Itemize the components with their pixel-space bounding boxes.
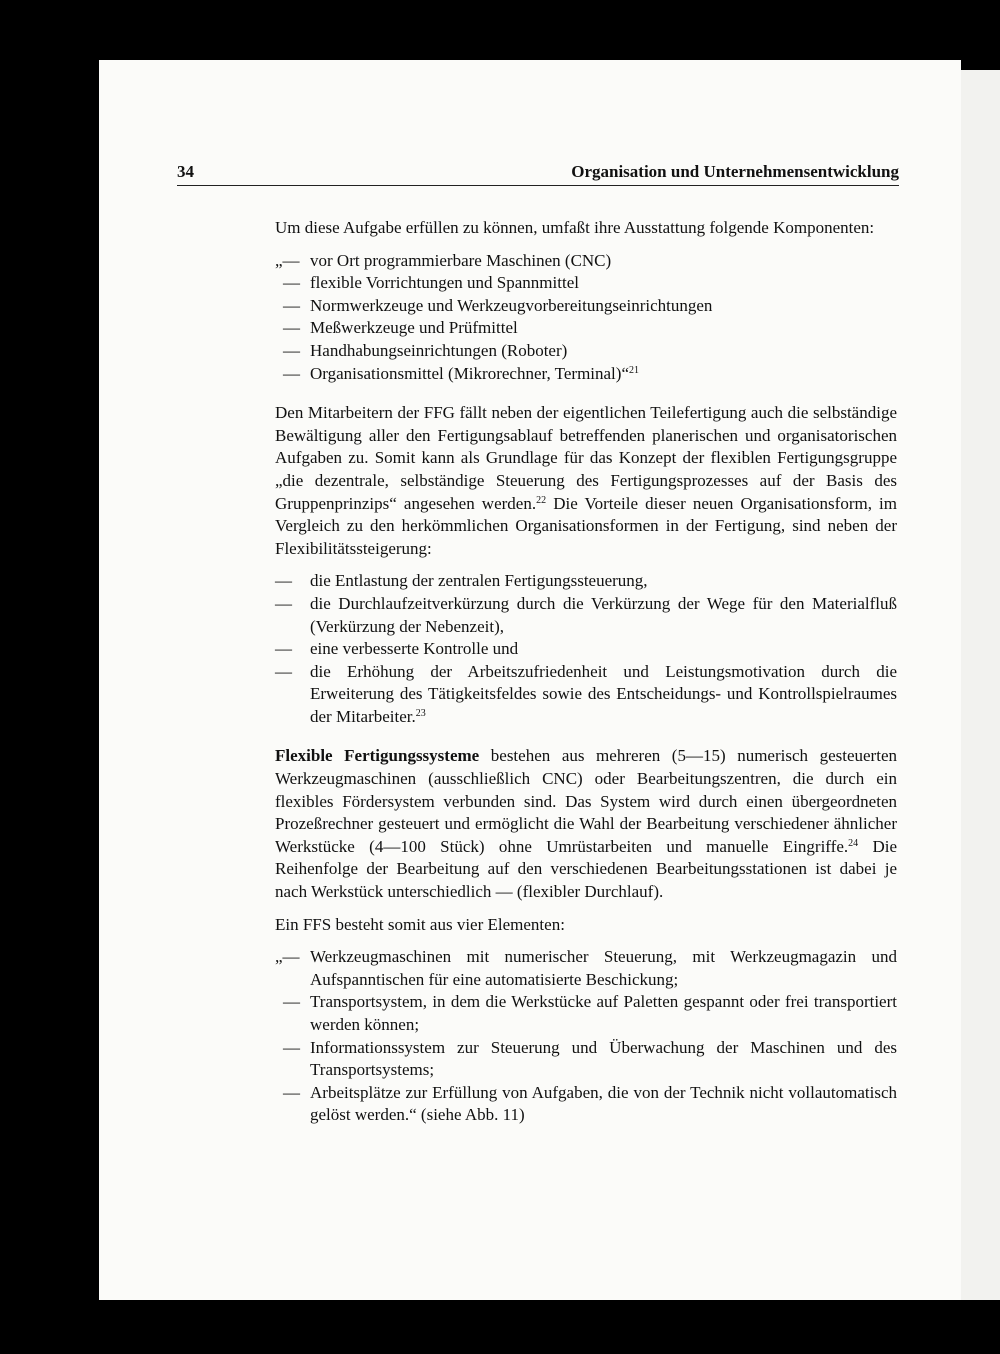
footnote-ref: 21 (629, 364, 639, 376)
page-header (177, 159, 899, 186)
ffg-paragraph: Den Mitarbeitern der FFG fällt neben der eigentlichen Teilefertigung auch die selbständige Bewältigung aller den Fertigungsablauf betreffenden planerischen und organisatorischen Aufgaben zu. Somit kann als Grundlage für das Konzept der flexiblen Fertigungsgruppe „die dezentrale, selbständige Steuerung des Fertigungsprozesses auf der Basis des Gruppenprinzips“ angesehen werden.$^{22}$ Die Vorteile dieser neuen Organisationsform, im Vergleich zu den herkömmlichen Organisationsformen in der Fertigung, sind neben der Flexibilitätssteigerung: (275, 403, 898, 558)
page-body (275, 217, 897, 1127)
ffs-paragraph: Flexible Fertigungssysteme bestehen aus mehreren (5—15) numerisch gesteuerten Werkzeugmaschinen (ausschließlich CNC) oder Bearbeitungszentren, die durch ein flexibles Fördersystem verbunden sind. Das System wird durch einen übergeordneten Prozeßrechner gesteuert und ermöglicht die Wahl der Bearbeitung verschiedener ähnlicher Werkstücke (4—100 Stück) ohne Umrüstarbeiten und manuelle Eingriffe.$^{24}$ Die Reihenfolge der Bearbeitung auf den verschiedenen Bearbeitungsstationen ist dabei je nach Werkstück unterschiedlich — (flexibler Durchlauf). (275, 746, 898, 902)
list-item: — Arbeitsplätze zur Erfüllung von Aufgaben, die von der Technik nicht vollautomatisch gelöst werden.“ (siehe Abb. 11) (283, 1082, 897, 1125)
components-list (275, 250, 897, 386)
list-item: — flexible Vorrichtungen und Spannmittel (283, 273, 579, 293)
list-item: — die Erhöhung der Arbeitszufriedenheit und Leistungsmotivation durch die Erweiterung des Tätigkeitsfeldes sowie des Entscheidungs- und Kontrollspielraumes der Mitarbeiter.$^{23}$ (275, 661, 897, 726)
list-item: „— vor Ort programmierbare Maschinen (CNC) (275, 250, 612, 270)
list-item: — Organisationsmittel (Mikrorechner, Terminal)“$^{21}$ (283, 363, 639, 383)
intro-paragraph: Um diese Aufgabe erfüllen zu können, umfaßt ihre Ausstattung folgende Komponenten: (275, 218, 875, 237)
footnote-ref: 22 (536, 494, 547, 506)
advantages-list (275, 570, 897, 728)
list-item: — Informationssystem zur Steuerung und Überwachung der Maschinen und des Transportsystems; (283, 1037, 897, 1080)
list-item: — eine verbesserte Kontrolle und (275, 639, 519, 659)
running-title: Organisation und Unternehmensentwicklung (571, 162, 899, 181)
list-item: — Transportsystem, in dem die Werkstücke auf Paletten gespannt oder frei transportiert werden können; (283, 992, 897, 1034)
list-item: — Handhabungseinrichtungen (Roboter) (283, 340, 568, 360)
list-item: — Normwerkzeuge und Werkzeugvorbereitungseinrichtungen (283, 295, 713, 315)
elements-list (275, 946, 897, 1127)
list-item: — Meßwerkzeuge und Prüfmittel (283, 318, 518, 338)
page-number: 34 (177, 162, 194, 181)
list-item: — die Entlastung der zentralen Fertigungssteuerung, (275, 571, 648, 591)
elements-intro: Ein FFS besteht somit aus vier Elementen: (275, 914, 565, 934)
next-page-edge (961, 70, 1000, 1300)
list-item: „— Werkzeugmaschinen mit numerischer Steuerung, mit Werkzeugmagazin und Aufspanntischen für eine automatisierte Beschickung; (275, 947, 897, 989)
bold-term: Flexible Fertigungssysteme (275, 746, 480, 766)
footnote-ref: 23 (415, 707, 426, 719)
list-item: — die Durchlaufzeitverkürzung durch die Verkürzung der Wege für den Materialfluß (Verkürzung der Nebenzeit), (275, 593, 897, 636)
footnote-ref: 24 (848, 837, 859, 849)
